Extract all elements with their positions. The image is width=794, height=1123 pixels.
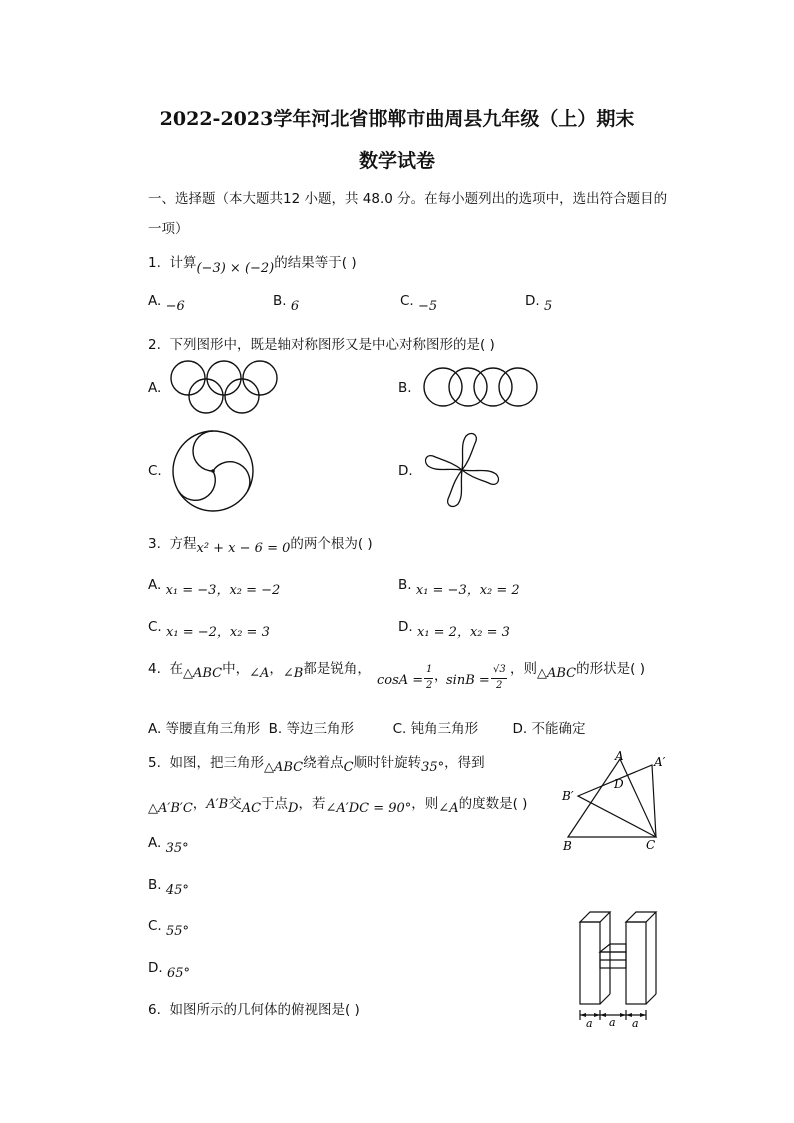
q1-expression: (−3) × (−2) xyxy=(196,261,275,276)
q1-option-b[interactable]: B. 6 xyxy=(273,293,300,314)
q4-options[interactable]: A. 等腰直角三角形 B. 等边三角形 C. 钝角三角形 D. 不能确定 xyxy=(148,721,586,737)
triskelion-circle-figure xyxy=(170,428,256,514)
q1-number: 1. xyxy=(148,255,161,271)
q3-option-d[interactable]: D. x₁ = 2，x₂ = 3 xyxy=(398,619,510,640)
q5-stem-line2: △A′B′C，A′B交AC于点D，若∠A′DC = 90°，则∠A的度数是( ) xyxy=(148,796,528,816)
q4-stem: 4. 在△ABC中，∠A，∠B都是锐角， xyxy=(148,661,371,681)
q3-option-c[interactable]: C. x₁ = −2，x₂ = 3 xyxy=(148,619,270,640)
q4-cos-denominator: 2 xyxy=(426,680,433,691)
paper-title: 2022-2023学年河北省邯郸市曲周县九年级（上）期末 xyxy=(159,108,635,130)
q3-option-b[interactable]: B. x₁ = −3，x₂ = 2 xyxy=(398,577,520,598)
q2-stem xyxy=(148,333,495,353)
q5-stem-line1: 5. 如图，把三角形△ABC绕着点C顺时针旋转35°，得到 xyxy=(148,755,485,775)
q4-cos-fraction-bar xyxy=(424,678,433,679)
q2-option-d-label[interactable]: D. xyxy=(398,463,413,479)
q3-option-a[interactable]: A. x₁ = −3，x₂ = −2 xyxy=(148,577,281,598)
q4-sin-denominator: 2 xyxy=(496,680,503,691)
q3-number: 3. xyxy=(148,536,161,552)
section-header: 一、选择题（本大题共12 小题，共 48.0 分。在每小题列出的选项中，选出符合题目的 xyxy=(148,191,668,207)
label-a: A xyxy=(615,749,624,763)
q4-cos-prefix: cosA = xyxy=(377,673,424,688)
q4-cos-numerator: 1 xyxy=(426,664,433,675)
four-rings-figure xyxy=(420,365,540,411)
label-a-prime: A′ xyxy=(654,755,666,769)
label-b-prime: B′ xyxy=(562,789,574,803)
olympic-rings-figure xyxy=(168,358,288,414)
q4-sin-prefix: sinB = xyxy=(446,673,490,688)
rotated-triangle-figure xyxy=(552,748,682,858)
section-header-cont: 一项） xyxy=(148,221,189,237)
q2-option-a-label[interactable]: A. xyxy=(148,380,162,396)
q1-option-a[interactable]: A. −6 xyxy=(148,293,185,314)
q5-option-b[interactable]: B. 45° xyxy=(148,877,189,898)
q5-option-d[interactable]: D. 65° xyxy=(148,960,191,981)
q5-option-c[interactable]: C. 55° xyxy=(148,918,190,939)
q4-sin-fraction-bar xyxy=(491,678,507,679)
q1-stem xyxy=(148,251,357,276)
paper-subtitle: 数学试卷 xyxy=(358,150,435,172)
q1-option-d[interactable]: D. 5 xyxy=(525,293,553,314)
q4-stem-end: ，则△ABC的形状是( ) xyxy=(510,661,645,681)
dim-a-2: a xyxy=(609,1016,616,1029)
q2-number: 2. xyxy=(148,337,161,353)
q3-equation: x² + x − 6 = 0 xyxy=(196,541,291,556)
label-c: C xyxy=(646,838,656,852)
q2-text: 下列图形中，既是轴对称图形又是中心对称图形的是( ) xyxy=(169,337,495,353)
q2-option-c-label[interactable]: C. xyxy=(148,463,162,479)
dim-a-3: a xyxy=(632,1017,639,1030)
h-solid-figure xyxy=(574,908,664,1028)
q1-post: 的结果等于( ) xyxy=(274,255,357,271)
q6-stem: 6. 如图所示的几何体的俯视图是( ) xyxy=(148,1002,360,1018)
q3-stem: 3. 方程x² + x − 6 = 0的两个根为( ) xyxy=(148,536,373,556)
q4-sin-numerator: √3 xyxy=(493,664,506,675)
label-d: D xyxy=(614,777,624,791)
dim-a-1: a xyxy=(586,1017,593,1030)
q5-option-a[interactable]: A. 35° xyxy=(148,835,189,856)
q2-option-b-label[interactable]: B. xyxy=(398,380,412,396)
q1-option-c[interactable]: C. −5 xyxy=(400,293,438,314)
label-b: B xyxy=(563,839,572,853)
q4-separator: ， xyxy=(434,668,448,684)
q1-pre: 计算 xyxy=(169,255,197,271)
pinwheel-figure xyxy=(420,430,506,510)
